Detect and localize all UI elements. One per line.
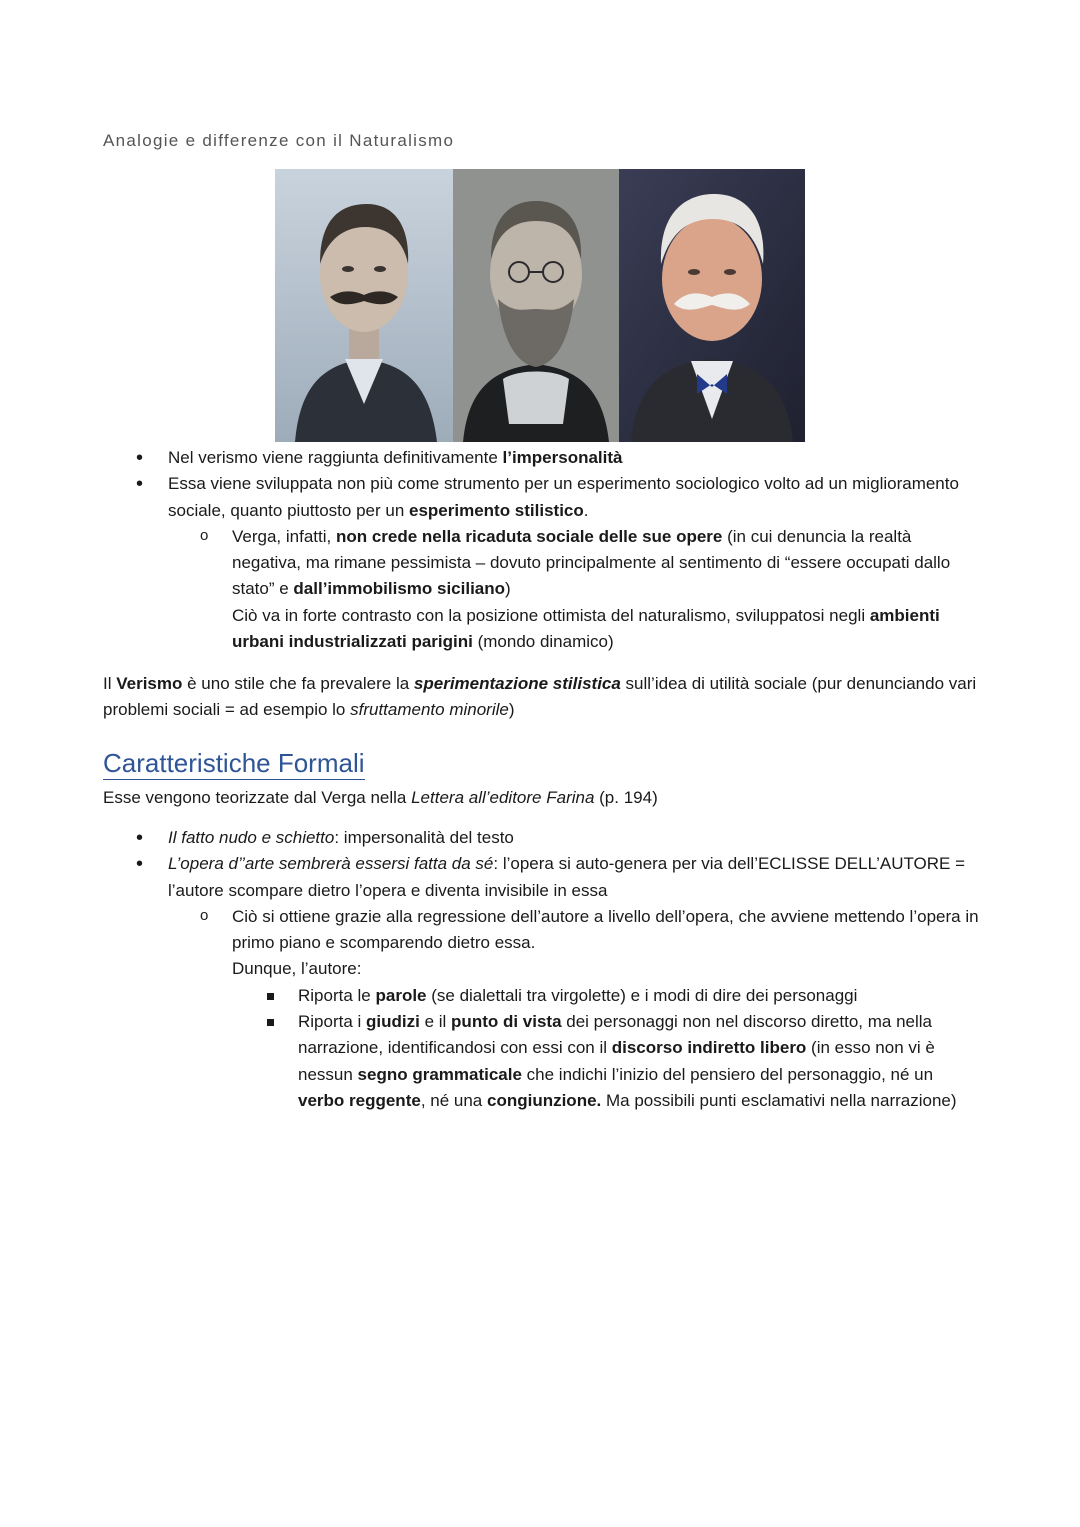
bold-text: verbo reggente [298,1090,421,1110]
text: (in cui denuncia la realtà negativa, ma rimane pessimista – dovuto principalmente al sentimento di “essere occupati dallo stato” e [232,526,951,599]
sub-list [168,524,983,655]
text: (se dialettali tra virgolette) e i modi di dire dei personaggi [426,985,858,1005]
bold-text: non crede nella ricaduta sociale delle sue opere [335,526,723,546]
section-subtitle: Analogie e differenze con il Naturalismo [103,131,455,150]
text: , né una [420,1090,487,1110]
text: : impersonalità del testo [334,828,514,847]
text: (mondo dinamico) [472,632,614,652]
text: dei personaggi non nel discorso diretto, ma nella narrazione, identificandosi con essi con il [298,1012,932,1058]
list-item [103,825,983,851]
bold-text: segno grammaticale [357,1064,522,1084]
sub-list-item [168,904,983,1114]
bold-text: congiunzione. [486,1090,602,1110]
features-bullet-list [103,825,983,1114]
text: Riporta le [298,985,376,1005]
square-list-item [232,983,983,1009]
text: (p. 194) [594,788,658,807]
text: (in esso non vi è nessun [298,1038,935,1084]
verismo-bullet-list [103,445,983,655]
bold-text: Verismo [116,674,183,693]
list-item [103,471,983,655]
text: Ciò si ottiene grazie alla regressione dell’autore a livello dell’opera, che avviene mettendo l’opera in primo piano e scomparendo dietro essa. [232,906,979,953]
italic-text: Lettera all’editore Farina [411,788,595,807]
text: è uno stile che fa prevalere la [182,674,414,693]
bold-text: giudizi [366,1012,420,1032]
section-heading: Caratteristiche Formali [103,748,365,778]
bold-text: l’impersonalità [502,448,623,467]
text: ) [505,579,511,599]
square-list-item [232,1009,983,1114]
text: sull’idea di utilità sociale (pur denunciando vari problemi sociali = ad esempio lo [103,674,977,720]
italic-text: Il fatto nudo e schietto [168,828,335,847]
bold-text: punto di vista [451,1012,562,1032]
text: Ma possibili punti esclamativi nella narrazione) [601,1090,957,1110]
text: . [583,500,589,520]
text: Nel verismo viene raggiunta definitivamente [168,448,503,467]
text: Essa viene sviluppata non più come strumento per un esperimento sociologico volto ad un miglioramento sociale, quanto piuttosto per un [168,474,959,520]
intro-paragraph [103,785,983,811]
portrait-verga [619,169,805,442]
list-item [103,445,983,471]
bold-text: ambienti urbani industrializzati parigini [232,605,940,652]
portrait-zola [453,169,619,442]
bold-text: discorso indiretto libero [611,1038,807,1058]
portraits-image [275,169,805,442]
text: che indichi l’inizio del pensiero del personaggio, né un [521,1064,934,1084]
text: Esse vengono teorizzate dal Verga nella [103,788,412,807]
verismo-paragraph [103,671,983,724]
text: ) [508,700,515,720]
italic-text: sfruttamento minorile [350,700,509,720]
sub-list-item [168,524,983,655]
square-list [232,983,983,1114]
italic-text: L’opera d’’arte sembrerà essersi fatta da sé [168,854,494,874]
text: : l’opera si auto-genera per via dell’ECLISSE DELL’AUTORE = l’autore scompare dietro l’opera e diventa invisibile in essa [168,854,966,900]
text: Verga, infatti, [232,526,336,546]
portrait-maupassant [275,169,453,442]
text: Ciò va in forte contrasto con la posizione ottimista del naturalismo, sviluppatosi negli [232,605,870,625]
text: Dunque, l’autore: [232,959,362,979]
sub-list [168,904,983,1114]
text: Il [103,674,117,693]
bold-text: dall’immobilismo siciliano [293,579,506,599]
bold-italic-text: sperimentazione stilistica [413,674,621,693]
list-item [103,851,983,1114]
bold-text: esperimento stilistico [409,500,584,520]
text: e il [419,1012,452,1032]
bold-text: parole [375,985,427,1005]
text: Riporta i [298,1012,367,1032]
